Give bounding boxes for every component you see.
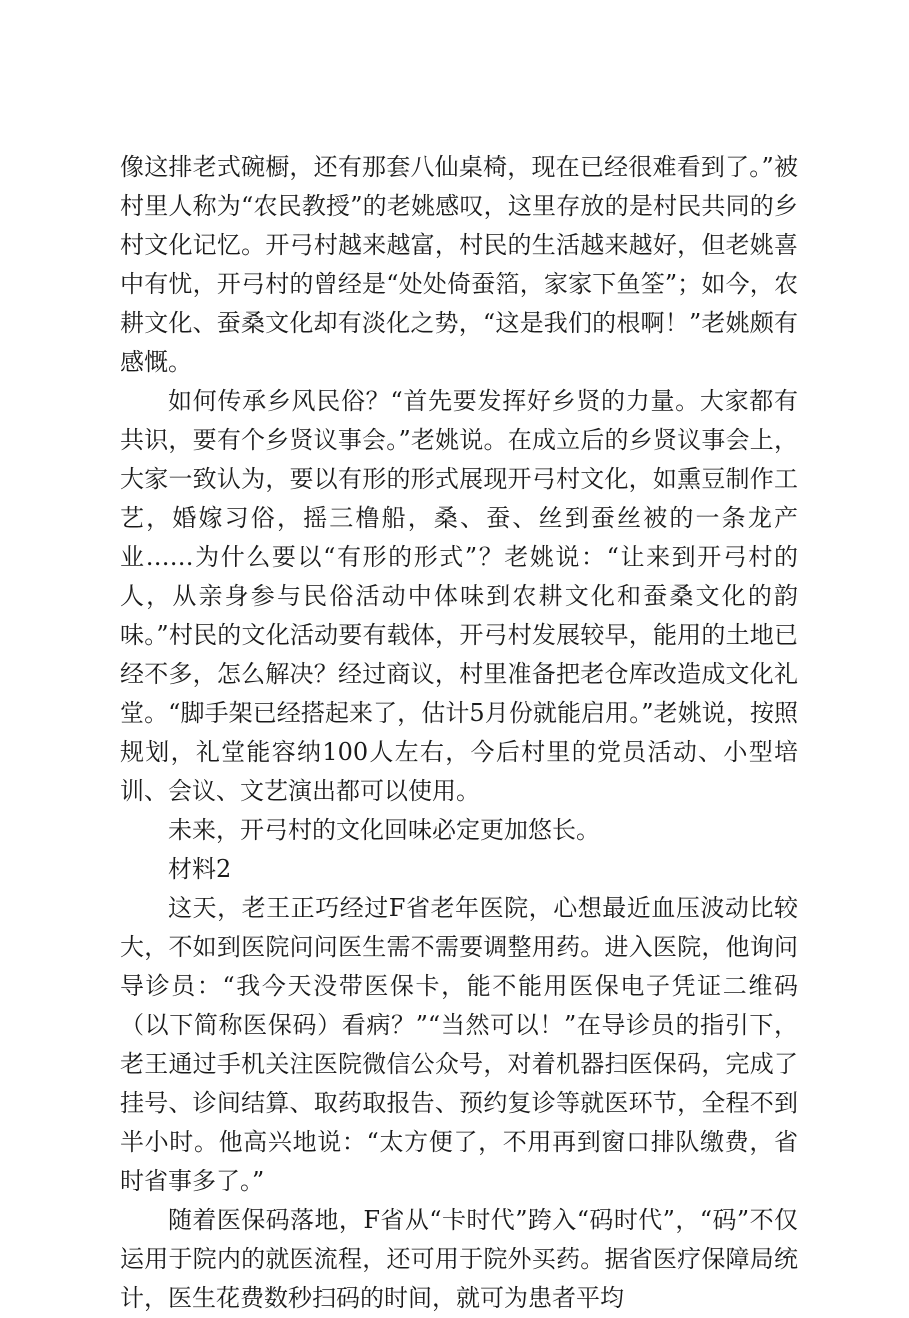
paragraph-village-culture: 如何传承乡风民俗？“首先要发挥好乡贤的力量。大家都有共识，要有个乡贤议事会。”老姚说。在成立后的乡贤议事会上，大家一致认为，要以有形的形式展现开弓村文化，如熏豆制作工艺，婚嫁习俗，摇三橹船，桑、蚕、丝到蚕丝被的一条龙产业……为什么要以“有形的形式”？老姚说：“让来到开弓村的人，从亲身参与民俗活动中体味到农耕文化和蚕桑文化的韵味。”村民的文化活动要有载体，开弓村发展较早，能用的土地已经不多，怎么解决？经过商议，村里准备把老仓库改造成文化礼堂。“脚手架已经搭起来了，估计5月份就能启用。”老姚说，按照规划，礼堂能容纳100人左右，今后村里的党员活动、小型培训、会议、文艺演出都可以使用。 [120, 387, 798, 805]
paragraph-continuation: 像这排老式碗橱，还有那套八仙桌椅，现在已经很难看到了。”被村里人称为“农民教授”的老姚感叹，这里存放的是村民共同的乡村文化记忆。开弓村越来越富，村民的生活越来越好，但老姚喜中有忧，开弓村的曾经是“处处倚蚕箔，家家下鱼筌”；如今，农耕文化、蚕桑文化却有淡化之势，“这是我们的根啊！”老姚颇有感慨。 [120, 153, 798, 376]
section-heading-material-2: 材料2 [168, 855, 232, 883]
paragraph-hospital-visit: 这天，老王正巧经过F省老年医院，心想最近血压波动比较大，不如到医院问问医生需不需要调整用药。进入医院，他询问导诊员：“我今天没带医保卡，能不能用医保电子凭证二维码（以下简称医保码）看病？”“当然可以！”在导诊员的指引下，老王通过手机关注医院微信公众号，对着机器扫医保码，完成了挂号、诊间结算、取药取报告、预约复诊等就医环节，全程不到半小时。他高兴地说：“太方便了，不用再到窗口排队缴费，省时省事多了。” [120, 894, 798, 1195]
paragraph-insurance-code: 随着医保码落地，F省从“卡时代”跨入“码时代”，“码”不仅运用于院内的就医流程，还可用于院外买药。据省医疗保障局统计，医生花费数秒扫码的时间，就可为患者平均 [120, 1206, 798, 1312]
paragraph-future: 未来，开弓村的文化回味必定更加悠长。 [168, 816, 600, 844]
document-body [120, 148, 798, 1318]
